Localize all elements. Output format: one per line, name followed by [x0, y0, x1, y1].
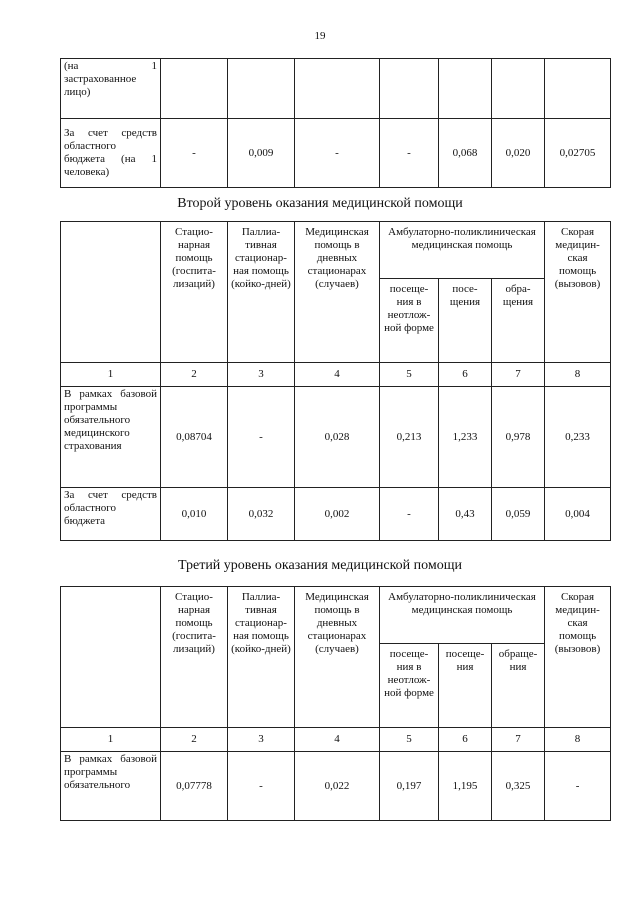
- table-continuation: [60, 58, 611, 188]
- cell: 0,028: [295, 387, 380, 488]
- column-number-row: [61, 728, 611, 752]
- col-number: 5: [380, 363, 439, 387]
- header-amb-urgent: посеще-ния в неотлож-ной форме: [380, 644, 439, 728]
- row-label: За счет средств областного бюджета: [61, 488, 161, 541]
- header-stationary: Стацио-нарная помощь (госпита-лизаций): [161, 587, 228, 728]
- header-day-care: Медицинская помощь в дневных стационарах (случаев): [295, 222, 380, 363]
- table-level-2: [60, 221, 611, 541]
- cell: -: [228, 387, 295, 488]
- cell: -: [545, 752, 611, 821]
- col-number: 8: [545, 363, 611, 387]
- cell: [295, 59, 380, 119]
- cell: 0,08704: [161, 387, 228, 488]
- cell: [161, 59, 228, 119]
- cell: -: [161, 119, 228, 188]
- col-number: 7: [492, 363, 545, 387]
- col-number: 2: [161, 363, 228, 387]
- cell: 0,43: [439, 488, 492, 541]
- header-amb-appeals: обраще-ния: [492, 644, 545, 728]
- row-label: В рамках базовой программы обязательного медицинского страхования: [61, 387, 161, 488]
- column-number-row: [61, 363, 611, 387]
- header-emergency: Скорая медицин-ская помощь (вызовов): [545, 222, 611, 363]
- header-ambulatory: Амбулаторно-поликлиническая медицинская помощь: [380, 587, 545, 644]
- row-label: (на 1 застрахованное лицо): [61, 59, 161, 119]
- cell: -: [380, 119, 439, 188]
- section-title: Третий уровень оказания медицинской помощи: [177, 558, 463, 573]
- cell: [380, 59, 439, 119]
- table-row: [61, 59, 611, 119]
- cell: 0,233: [545, 387, 611, 488]
- cell: -: [228, 752, 295, 821]
- cell: 0,978: [492, 387, 545, 488]
- header-row: [61, 587, 611, 644]
- header-row: [61, 222, 611, 279]
- cell: 0,002: [295, 488, 380, 541]
- cell: 0,325: [492, 752, 545, 821]
- header-ambulatory: Амбулаторно-поликлиническая медицинская помощь: [380, 222, 545, 279]
- cell: [545, 59, 611, 119]
- col-number: 1: [61, 363, 161, 387]
- col-number: 4: [295, 363, 380, 387]
- table-row: [61, 752, 611, 821]
- header-amb-visits: посеще-ния: [439, 644, 492, 728]
- col-number: 8: [545, 728, 611, 752]
- cell: -: [380, 488, 439, 541]
- row-label: За счет средств областного бюджета (на 1 человека): [61, 119, 161, 188]
- header-amb-visits: посе-щения: [439, 279, 492, 363]
- cell: [439, 59, 492, 119]
- table-row: [61, 488, 611, 541]
- cell: 0,022: [295, 752, 380, 821]
- header-stationary: Стацио-нарная помощь (госпита-лизаций): [161, 222, 228, 363]
- cell: 0,004: [545, 488, 611, 541]
- cell: 1,233: [439, 387, 492, 488]
- cell: 0,197: [380, 752, 439, 821]
- cell: 0,02705: [545, 119, 611, 188]
- col-number: 5: [380, 728, 439, 752]
- col-number: 4: [295, 728, 380, 752]
- header-cell-empty: [61, 222, 161, 363]
- page-number: 19: [314, 30, 326, 42]
- cell: [492, 59, 545, 119]
- cell: 0,068: [439, 119, 492, 188]
- col-number: 3: [228, 728, 295, 752]
- cell: 0,010: [161, 488, 228, 541]
- cell: 0,059: [492, 488, 545, 541]
- header-amb-urgent: посеще-ния в неотлож-ной форме: [380, 279, 439, 363]
- cell: 0,020: [492, 119, 545, 188]
- header-emergency: Скорая медицин-ская помощь (вызовов): [545, 587, 611, 728]
- table-row: [61, 119, 611, 188]
- col-number: 2: [161, 728, 228, 752]
- col-number: 6: [439, 363, 492, 387]
- header-palliative: Паллиа-тивная стационар-ная помощь (койко-дней): [228, 222, 295, 363]
- cell: 0,032: [228, 488, 295, 541]
- table-row: [61, 387, 611, 488]
- col-number: 3: [228, 363, 295, 387]
- col-number: 1: [61, 728, 161, 752]
- table-level-3: [60, 586, 611, 821]
- cell: 0,07778: [161, 752, 228, 821]
- cell: 0,213: [380, 387, 439, 488]
- header-day-care: Медицинская помощь в дневных стационарах (случаев): [295, 587, 380, 728]
- cell: 0,009: [228, 119, 295, 188]
- header-cell-empty: [61, 587, 161, 728]
- cell: -: [295, 119, 380, 188]
- section-title: Второй уровень оказания медицинской помощи: [177, 196, 463, 211]
- row-label: В рамках базовой программы обязательного: [61, 752, 161, 821]
- header-palliative: Паллиа-тивная стационар-ная помощь (койко-дней): [228, 587, 295, 728]
- col-number: 7: [492, 728, 545, 752]
- cell: [228, 59, 295, 119]
- col-number: 6: [439, 728, 492, 752]
- cell: 1,195: [439, 752, 492, 821]
- header-amb-appeals: обра-щения: [492, 279, 545, 363]
